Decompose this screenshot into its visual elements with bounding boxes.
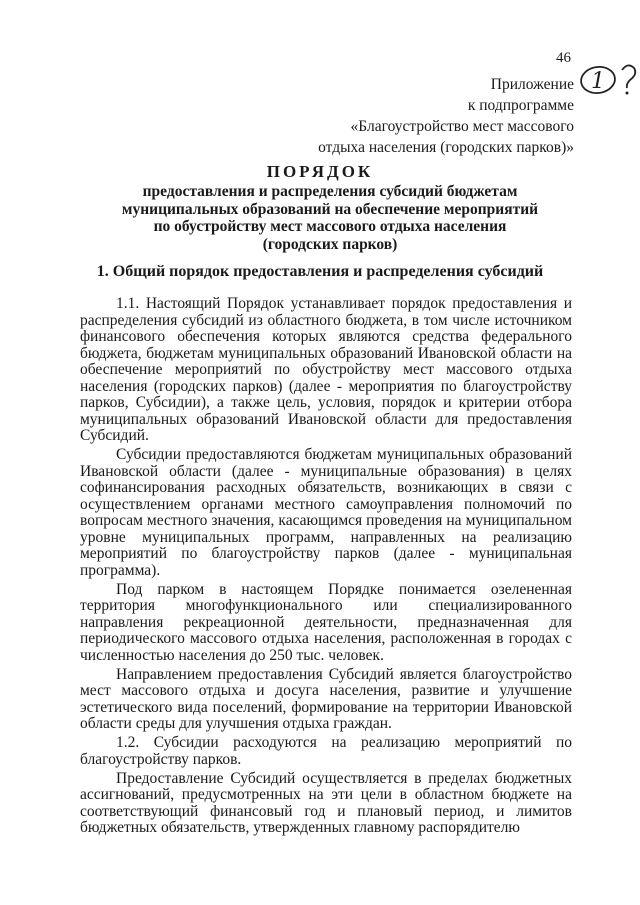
paragraph: 1.1. Настоящий Порядок устанавливает порядок предоставления и распределения субсидий из областного бюджета, в том числе источником финансового обеспечения которых являются средства федерального бюджета, бюджетам муниципальных образований Ивановской области на обеспечение мероприятий по обустройству мест массового отдыха населения (городских парков) (далее - мероприятия по благоустройству парков, Субсидии), а также цель, условия, порядок и критерии отбора муниципальных образований Ивановской области для предоставления Субсидий.: [80, 295, 572, 444]
annex-label: Приложение: [490, 76, 574, 93]
paragraph: Направлением предоставления Субсидий является благоустройство мест массового отдыха и досуга населения, развитие и улучшение эстетического вида поселений, формирование на территории Ивановской области среды для улучшения отдыха граждан.: [80, 665, 572, 732]
document-title: ПОРЯДОК: [266, 162, 374, 181]
page-number: 46: [556, 50, 571, 66]
paragraph: Субсидии предоставляются бюджетам муниципальных образований Ивановской области (далее - муниципальные образования) в целях софинансирования расходных обязательств, возникающих в связи с осуществлением органами местного самоуправления полномочий по вопросам местного значения, касающимся проведения на муниципальном уровне муниципальных программ, направленных на реализацию мероприятий по благоустройству парков (далее - муниципальная программа).: [80, 446, 572, 579]
paragraph: 1.2. Субсидии расходуются на реализацию мероприятий по благоустройству парков.: [80, 734, 572, 768]
annex-header: [318, 69, 605, 158]
subtitle-line: по обустройству мест массового отдыха населения: [153, 218, 507, 235]
annex-line-3: «Благоустройство мест массового: [350, 118, 574, 135]
document-subtitle: [90, 183, 570, 253]
annex-line-1: [318, 69, 605, 95]
subtitle-line: (городских парков): [262, 235, 398, 253]
annex-line-2: к подпрограмме: [467, 97, 574, 114]
handwritten-digit: 1: [591, 69, 605, 94]
section-heading: 1. Общий порядок предоставления и распределения субсидий: [96, 263, 544, 280]
subtitle-line: муниципальных образований на обеспечение мероприятий: [121, 200, 539, 218]
handwritten-annex-number: [578, 58, 640, 98]
annex-line-4: отдыха населения (городских парков)»: [318, 139, 574, 156]
document-body: [80, 296, 572, 839]
paragraph: Предоставление Субсидий осуществляется в пределах бюджетных ассигнований, предусмотренных на эти цели в областном бюджете на соответствующий финансовый год и плановый период, и лимитов бюджетных обязательств, утвержденных главному распорядителю: [80, 769, 572, 836]
subtitle-line: предоставления и распределения субсидий бюджетам: [142, 183, 518, 200]
paragraph: Под парком в настоящем Порядке понимается озелененная территория многофункционального или специализированного направления рекреационной деятельности, предназначенная для периодического массового отдыха населения, расположенная в городах с численностью населения до 250 тыс. человек.: [80, 580, 572, 664]
